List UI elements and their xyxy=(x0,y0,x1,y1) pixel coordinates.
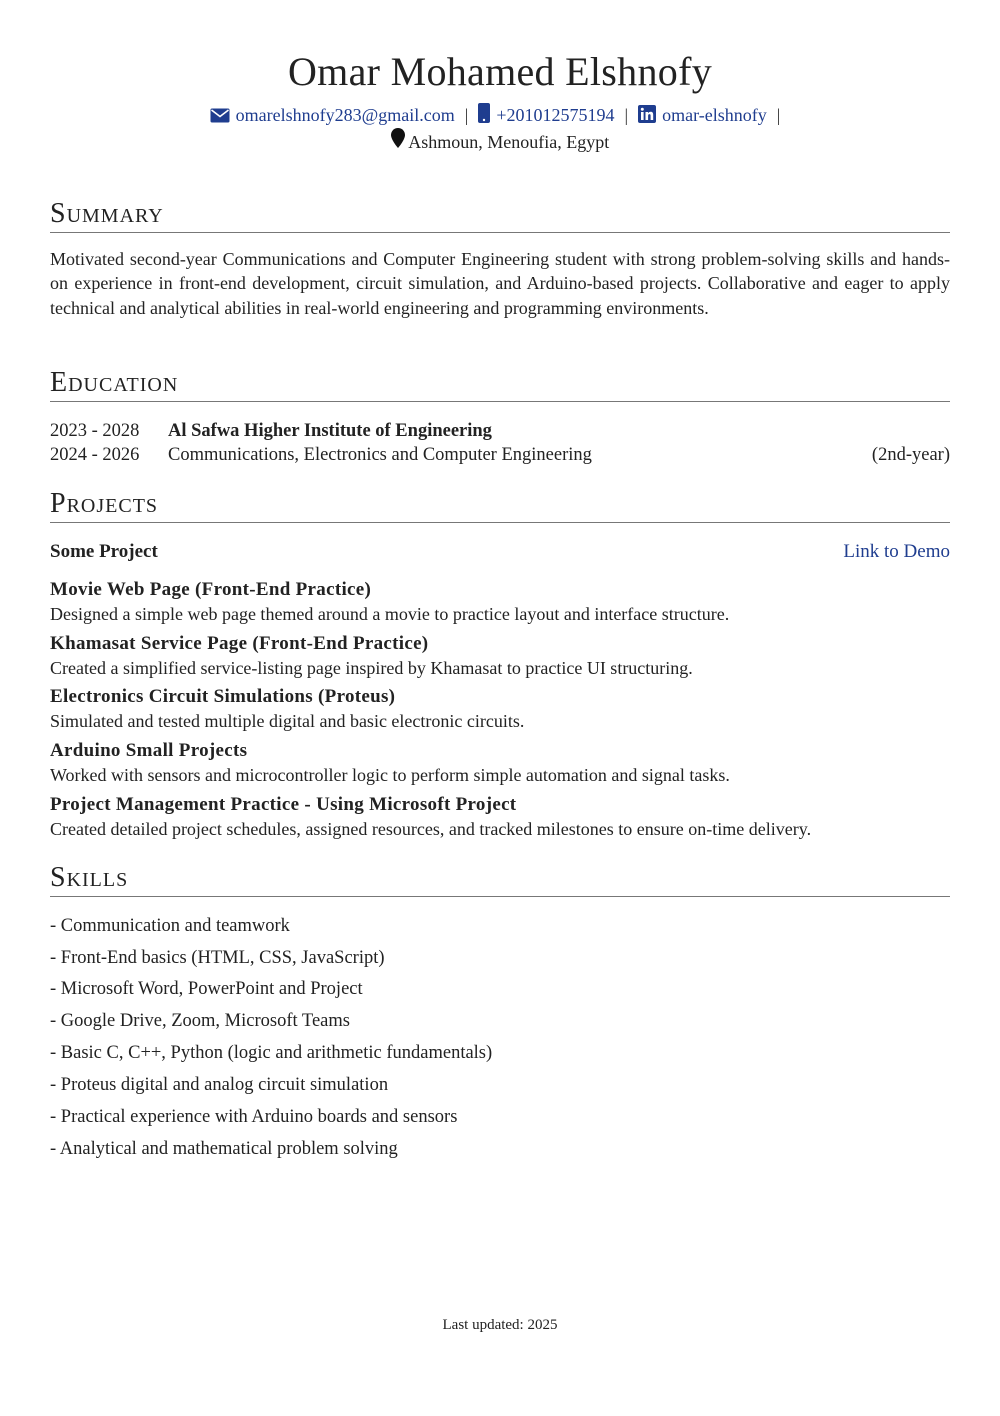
map-marker-icon xyxy=(391,132,409,152)
envelope-icon xyxy=(210,105,230,129)
location-text: Ashmoun, Menoufia, Egypt xyxy=(408,132,610,152)
skill-item: - Communication and teamwork xyxy=(50,916,290,936)
skill-item: - Microsoft Word, PowerPoint and Project xyxy=(50,979,363,999)
project-title: Project Management Practice - Using Microsoft Project xyxy=(50,794,517,815)
separator: | xyxy=(464,105,469,125)
location-line xyxy=(50,128,950,154)
candidate-name: Omar Mohamed Elshnofy xyxy=(288,49,712,94)
project-group-title: Some Project xyxy=(50,541,158,562)
skill-item: - Basic C, C++, Python (logic and arithmetic fundamentals) xyxy=(50,1043,493,1063)
email-link[interactable]: omarelshnofy283@gmail.com xyxy=(235,105,455,125)
linkedin-icon xyxy=(638,105,656,129)
skill-item: - Practical experience with Arduino boards and sensors xyxy=(50,1107,458,1127)
education-program: Communications, Electronics and Computer Engineering xyxy=(168,445,592,465)
project-title: Khamasat Service Page (Front-End Practice) xyxy=(50,633,429,654)
skills-heading: Skills xyxy=(50,862,950,897)
education-heading: Education xyxy=(50,367,950,402)
education-row xyxy=(50,443,950,467)
skill-item: - Proteus digital and analog circuit simulation xyxy=(50,1075,389,1095)
project-title: Arduino Small Projects xyxy=(50,740,248,761)
footer-last-updated: Last updated: 2025 xyxy=(442,1317,558,1333)
demo-link[interactable]: Link to Demo xyxy=(843,541,950,562)
project-group-heading xyxy=(50,540,950,564)
project-title: Movie Web Page (Front-End Practice) xyxy=(50,579,372,600)
mobile-phone-icon xyxy=(478,103,490,129)
project-title: Electronics Circuit Simulations (Proteus) xyxy=(50,686,396,707)
skill-item: - Analytical and mathematical problem solving xyxy=(50,1139,398,1159)
linkedin-link[interactable]: omar-elshnofy xyxy=(662,105,767,125)
projects-heading: Projects xyxy=(50,488,950,523)
skill-item: - Google Drive, Zoom, Microsoft Teams xyxy=(50,1011,350,1031)
project-description: Simulated and tested multiple digital and basic electronic circuits. xyxy=(50,711,525,731)
separator: | xyxy=(624,105,629,125)
education-years: 2024 - 2026 xyxy=(50,445,140,465)
project-description: Worked with sensors and microcontroller logic to perform simple automation and signal tasks. xyxy=(50,765,730,785)
education-institution: Al Safwa Higher Institute of Engineering xyxy=(168,421,492,441)
project-description: Designed a simple web page themed around a movie to practice layout and interface structure. xyxy=(50,604,730,624)
contact-line xyxy=(50,103,950,129)
phone-link[interactable]: +201012575194 xyxy=(496,105,615,125)
education-years: 2023 - 2028 xyxy=(50,421,140,441)
education-level: (2nd-year) xyxy=(871,445,950,465)
project-description: Created a simplified service-listing page inspired by Khamasat to practice UI structuring. xyxy=(50,658,693,678)
skill-item: - Front-End basics (HTML, CSS, JavaScript) xyxy=(50,948,385,968)
separator: | xyxy=(776,105,781,125)
project-description: Created detailed project schedules, assigned resources, and tracked milestones to ensure on-time delivery. xyxy=(50,819,812,839)
summary-text: Motivated second-year Communications and Computer Engineering student with strong problem-solving skills and hands-on experience in front-end development, circuit simulation, and Arduino-based projects. Collaborative and eager to apply technical and analytical abilities in real-world engineering and programming environments. xyxy=(50,249,950,318)
education-row xyxy=(50,419,950,443)
summary-heading: Summary xyxy=(50,198,950,233)
